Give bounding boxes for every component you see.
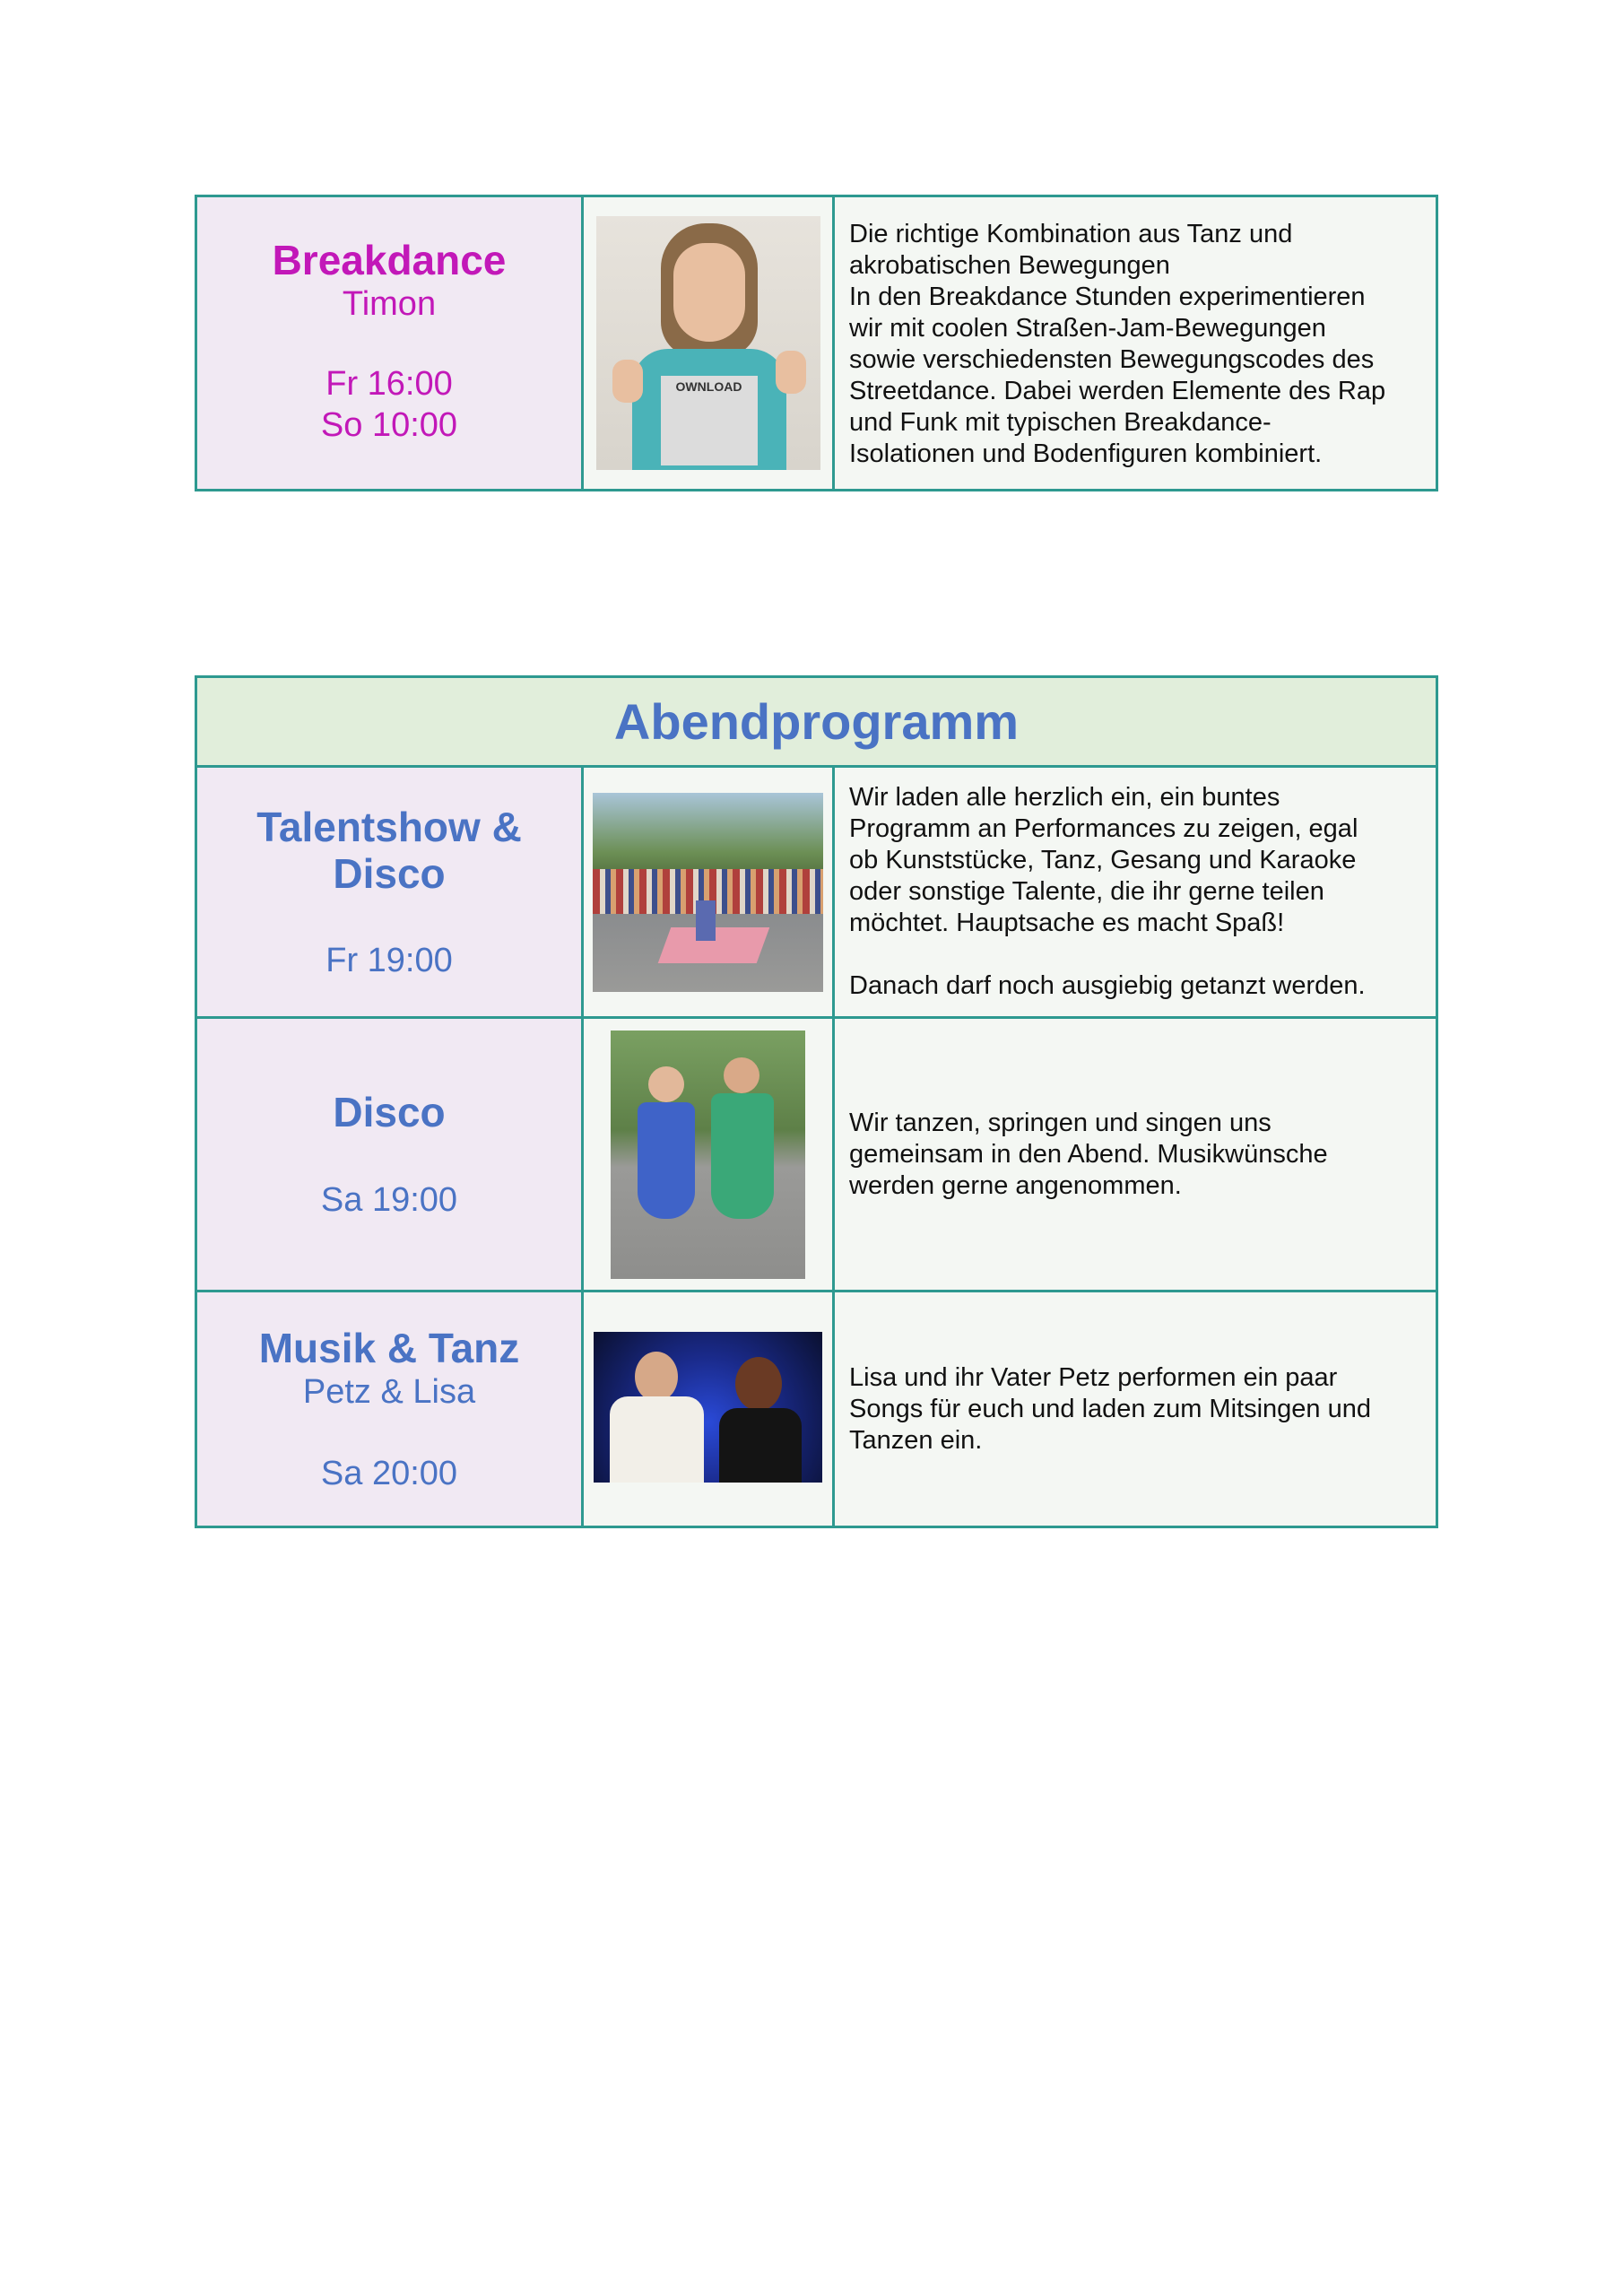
event-info-cell [197,1019,584,1290]
table-row [197,765,1436,1016]
event-title: Talentshow & Disco [256,803,522,897]
event-title: Musik & Tanz [258,1325,520,1371]
breakdance-photo [596,216,820,470]
table-row [197,1016,1436,1290]
event-description: Lisa und ihr Vater Petz performen ein paar Songs für euch und laden zum Mitsingen und Tanzen ein. [849,1362,1371,1455]
class-time: Fr 16:00 [325,364,453,403]
event-info-cell [197,1292,584,1526]
event-title: Disco [333,1089,446,1135]
class-time: So 10:00 [320,405,458,444]
table-row [197,1290,1436,1526]
class-title: Breakdance [272,236,507,283]
breakdance-table [195,195,1438,491]
event-time: Sa 19:00 [320,1181,458,1219]
breakdance-description: Die richtige Kombination aus Tanz und akrobatischen Bewegungen In den Breakdance Stunden experimentieren wir mit coolen Straßen-Jam-Bewegungen sowie verschiedensten Bewegungscodes des Streetdance. Dabei werden Elemente des Rap und Funk mit typischen Breakdance- Isolationen und Bodenfiguren kombiniert. [849,220,1386,468]
teacher-name: Timon [342,284,437,323]
breakdance-photo-cell [584,197,835,489]
musik-photo [594,1332,822,1483]
event-info-cell [197,768,584,1016]
event-photo-cell [584,1019,835,1290]
event-time: Fr 19:00 [325,941,453,979]
abendprogramm-table [195,675,1438,1528]
section-heading: Abendprogramm [197,678,1436,765]
talentshow-photo [593,793,823,992]
event-performers: Petz & Lisa [302,1373,476,1411]
event-time: Sa 20:00 [320,1455,458,1492]
disco-photo [611,1031,805,1279]
shirt-print-text: OWNLOAD [675,379,742,394]
event-description: Wir laden alle herzlich ein, ein buntes Programm an Performances zu zeigen, egal ob Kunststücke, Tanz, Gesang und Karaoke oder sonstige Talente, die ihr gerne teilen möchtet. Hauptsache es macht Spaß! Danach darf noch ausgiebig getanzt werden. [849,783,1366,1000]
event-photo-cell [584,768,835,1016]
breakdance-info-cell [197,197,584,489]
event-photo-cell [584,1292,835,1526]
event-description: Wir tanzen, springen und singen uns gemeinsam in den Abend. Musikwünsche werden gerne angenommen. [849,1108,1328,1200]
